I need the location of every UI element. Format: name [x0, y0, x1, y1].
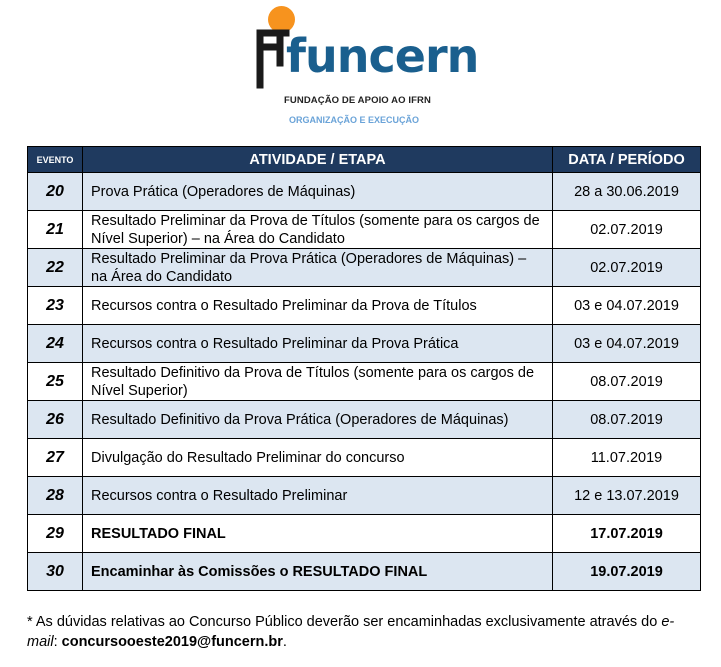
- table-row: [28, 325, 701, 363]
- row-activity-cell: Recursos contra o Resultado Preliminar da Prova Prática: [83, 325, 553, 363]
- footnote-end: .: [282, 634, 287, 650]
- row-date-cell: 28 a 30.06.2019: [553, 173, 701, 211]
- row-activity-cell: RESULTADO FINAL: [83, 515, 553, 553]
- row-event-cell: 27: [28, 439, 83, 477]
- row-event-cell: 24: [28, 325, 83, 363]
- table-header-row: [28, 147, 701, 173]
- table-row: [28, 173, 701, 211]
- contact-email-link[interactable]: concursooeste2019@funcern.br: [61, 634, 283, 650]
- row-activity-cell: Resultado Definitivo da Prova de Títulos (somente para os cargos de Nível Superior): [83, 363, 553, 401]
- row-activity-cell: Recursos contra o Resultado Preliminar: [83, 477, 553, 515]
- row-date-cell: 03 e 04.07.2019: [553, 287, 701, 325]
- table-row: [28, 211, 701, 249]
- row-event-cell: 28: [28, 477, 83, 515]
- row-event-cell: 21: [28, 211, 83, 249]
- row-date-cell: 02.07.2019: [553, 211, 701, 249]
- table-row: [28, 515, 701, 553]
- header-event: EVENTO: [28, 147, 83, 173]
- row-activity-cell: Divulgação do Resultado Preliminar do concurso: [83, 439, 553, 477]
- table-row: [28, 363, 701, 401]
- row-date-cell: 08.07.2019: [553, 401, 701, 439]
- row-event-cell: 26: [28, 401, 83, 439]
- header-activity: ATIVIDADE / ETAPA: [83, 147, 553, 173]
- table-row: [28, 477, 701, 515]
- header-date: DATA / PERÍODO: [553, 147, 701, 173]
- schedule-table: [27, 146, 701, 591]
- table-row: [28, 249, 701, 287]
- row-event-cell: 20: [28, 173, 83, 211]
- table-row: [28, 401, 701, 439]
- footnote-colon: :: [53, 634, 62, 650]
- row-date-cell: 08.07.2019: [553, 363, 701, 401]
- row-date-cell: 11.07.2019: [553, 439, 701, 477]
- row-date-cell: 19.07.2019: [553, 553, 701, 591]
- table-row: [28, 553, 701, 591]
- footnote-text: * As dúvidas relativas ao Concurso Público deverão ser encaminhadas exclusivamente através do: [27, 614, 662, 630]
- row-event-cell: 30: [28, 553, 83, 591]
- row-activity-cell: Resultado Preliminar da Prova de Títulos (somente para os cargos de Nível Superior) – na Área do Candidato: [83, 211, 553, 249]
- row-date-cell: 02.07.2019: [553, 249, 701, 287]
- row-date-cell: 03 e 04.07.2019: [553, 325, 701, 363]
- table-row: [28, 439, 701, 477]
- row-event-cell: 25: [28, 363, 83, 401]
- row-event-cell: 23: [28, 287, 83, 325]
- logo-tagline: ORGANIZAÇÃO E EXECUÇÃO: [288, 115, 419, 125]
- footnote-email-word: e-mail: [27, 614, 675, 650]
- row-activity-cell: Encaminhar às Comissões o RESULTADO FINAL: [83, 553, 553, 591]
- logo-wordmark: funcern: [286, 29, 479, 83]
- row-activity-cell: Resultado Preliminar da Prova Prática (Operadores de Máquinas) – na Área do Candidato: [83, 249, 553, 287]
- funcern-logo: [256, 5, 479, 125]
- row-date-cell: 12 e 13.07.2019: [553, 477, 701, 515]
- logo-subtitle: FUNDAÇÃO DE APOIO AO IFRN: [284, 95, 431, 106]
- table-row: [28, 287, 701, 325]
- row-date-cell: 17.07.2019: [553, 515, 701, 553]
- footnote: [27, 612, 697, 652]
- row-event-cell: 29: [28, 515, 83, 553]
- row-activity-cell: Recursos contra o Resultado Preliminar da Prova de Títulos: [83, 287, 553, 325]
- row-activity-cell: Prova Prática (Operadores de Máquinas): [83, 173, 553, 211]
- row-activity-cell: Resultado Definitivo da Prova Prática (Operadores de Máquinas): [83, 401, 553, 439]
- row-event-cell: 22: [28, 249, 83, 287]
